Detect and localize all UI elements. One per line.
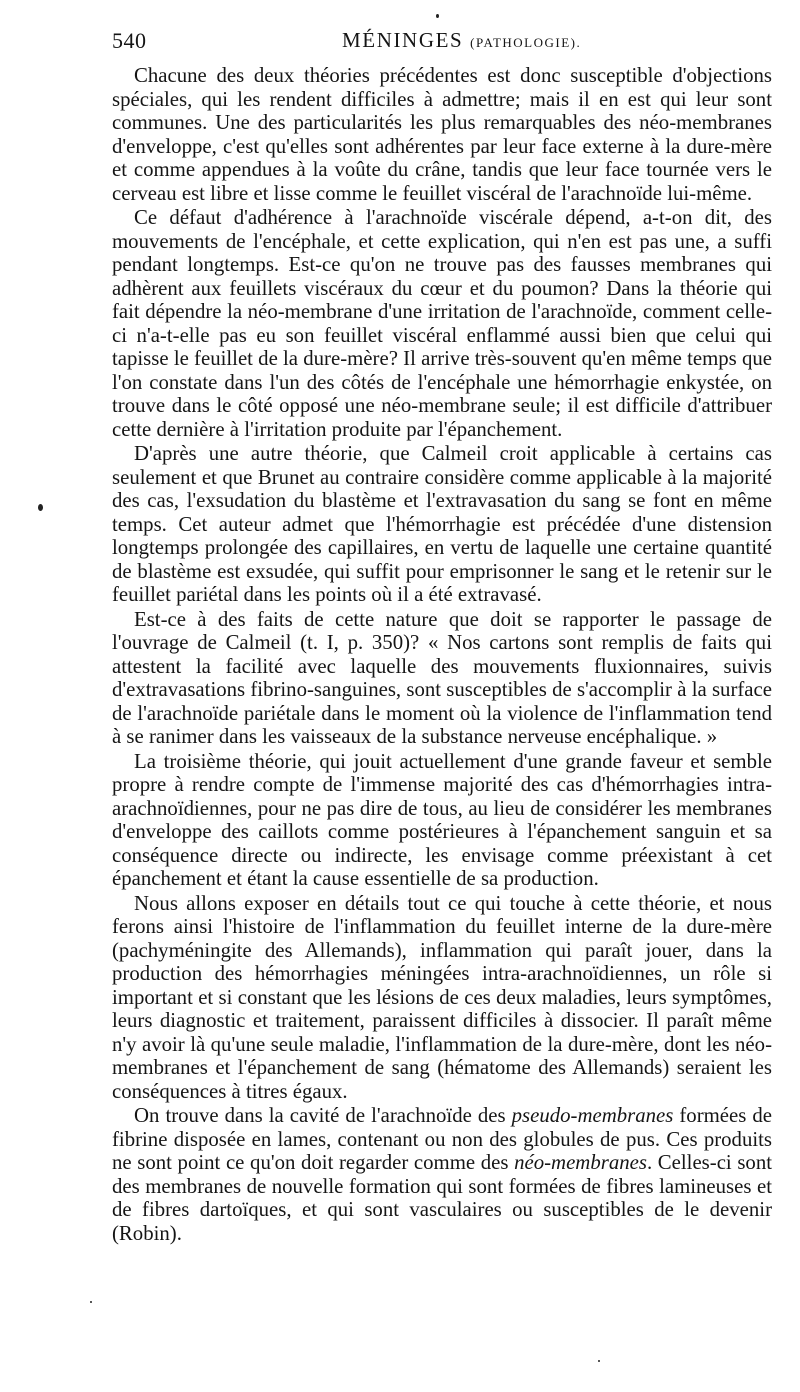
ink-speck [38,504,43,511]
running-head-section: (PATHOLOGIE). [470,35,582,50]
paragraph-7-text-b: formées de fibrine disposée en lames, contenant ou non des globules de pus. Ces produits ne sont point ce qu'on doit regarder comme des [112,1104,772,1174]
paragraph-7-term-neo-membranes: néo-membranes [514,1151,647,1174]
running-head [342,28,581,53]
paragraph-6: Nous allons exposer en détails tout ce qui touche à cette théorie, et nous ferons ainsi l'histoire de l'inflammation du feuillet interne de la dure-mère (pachyméningite des Allemands), inflammation qui paraît jouer, dans la production des hémorrhagies méningées intra-arachnoïdiennes, un rôle si important et si constant que les lésions de ces deux maladies, leurs symptômes, leurs diagnostic et traitement, paraissent difficiles à dissocier. Il paraît même n'y avoir là qu'une seule maladie, l'inflammation de la dure-mère, dont les néo-membranes et l'épanchement de sang (hématome des Allemands) seraient les conséquences à titres égaux. [112,891,772,1103]
ink-speck [90,1301,92,1303]
paragraph-7 [112,1104,772,1245]
paragraph-7-text-c: . Celles-ci sont des membranes de nouvelle formation qui sont formées de fibres lamineuses et de fibres dartoïques, et qui sont vasculaires ou susceptibles de le devenir (Robin). [112,1151,773,1245]
body-text [112,64,772,1245]
ink-speck [598,1360,600,1362]
page-header [112,28,772,60]
paragraph-3: D'après une autre théorie, que Calmeil croit applicable à certains cas seulement et que Brunet au contraire considère comme applicable à la majorité des cas, l'exsudation du blastème et l'extravasation du sang se font en même temps. Cet auteur admet que l'hémorrhagie est précédée d'une distension longtemps prolongée des capillaires, en vertu de laquelle une certaine quantité de blastème est exsudée, qui suffit pour emprisonner le sang et le retenir sur le feuillet pariétal dans les points où il a été extravasé. [112,442,772,606]
paragraph-5: La troisième théorie, qui jouit actuellement d'une grande faveur et semble propre à rendre compte de l'immense majorité des cas d'hémorrhagies intra-arachnoïdiennes, pour ne pas dire de tous, au lieu de considérer les membranes d'enveloppe des caillots comme postérieures à l'épanchement sanguin et sa conséquence directe ou indirecte, les envisage comme préexistant à cet épanchement et étant la cause essentielle de sa production. [112,749,772,890]
paragraph-7-term-pseudo-membranes: pseudo-membranes [511,1104,674,1127]
ink-speck [436,14,439,18]
paragraph-1: Chacune des deux théories précédentes est donc susceptible d'objections spéciales, qui les rendent difficiles à admettre; mais il en est qui leur sont communes. Une des particularités les plus remarquables des néo-membranes d'enveloppe, c'est qu'elles sont adhérentes par leur face externe à la dure-mère et comme appendues à la voûte du crâne, tandis que leur face tournée vers le cerveau est libre et lisse comme le feuillet viscéral de l'arachnoïde lui-même. [112,64,772,205]
paragraph-7-text-a: On trouve dans la cavité de l'arachnoïde des [134,1104,512,1127]
paragraph-4: Est-ce à des faits de cette nature que doit se rapporter le passage de l'ouvrage de Calmeil (t. I, p. 350)? « Nos cartons sont remplis de faits qui attestent la facilité avec laquelle des mouvements fluxionnaires, suivis d'extravasations fibrino-sanguines, sont susceptibles de s'accomplir à la surface de l'arachnoïde pariétale dans le moment où la violence de l'inflammation tend à se ranimer dans les vaisseaux de la substance nerveuse encéphalique. » [112,607,772,748]
page-number: 540 [112,28,147,53]
running-head-title: MÉNINGES [342,28,464,52]
paragraph-2: Ce défaut d'adhérence à l'arachnoïde viscérale dépend, a-t-on dit, des mouvements de l'encéphale, et cette explication, qui n'en est pas une, a suffi pendant longtemps. Est-ce qu'on ne trouve pas des fausses membranes qui adhèrent aux feuillets viscéraux du cœur et du poumon? Dans la théorie qui fait dépendre la néo-membrane d'une irritation de l'arachnoïde, comment celle-ci n'a-t-elle pas eu son feuillet viscéral enflammé aussi bien que celui qui tapisse le feuillet de la dure-mère? Il arrive très-souvent qu'en même temps que l'on constate dans l'un des côtés de l'encéphale une hémorrhagie enkystée, on trouve dans le côté opposé une néo-membrane seule; il est difficile d'attribuer cette dernière à l'irritation produite par l'épanchement. [112,206,772,441]
